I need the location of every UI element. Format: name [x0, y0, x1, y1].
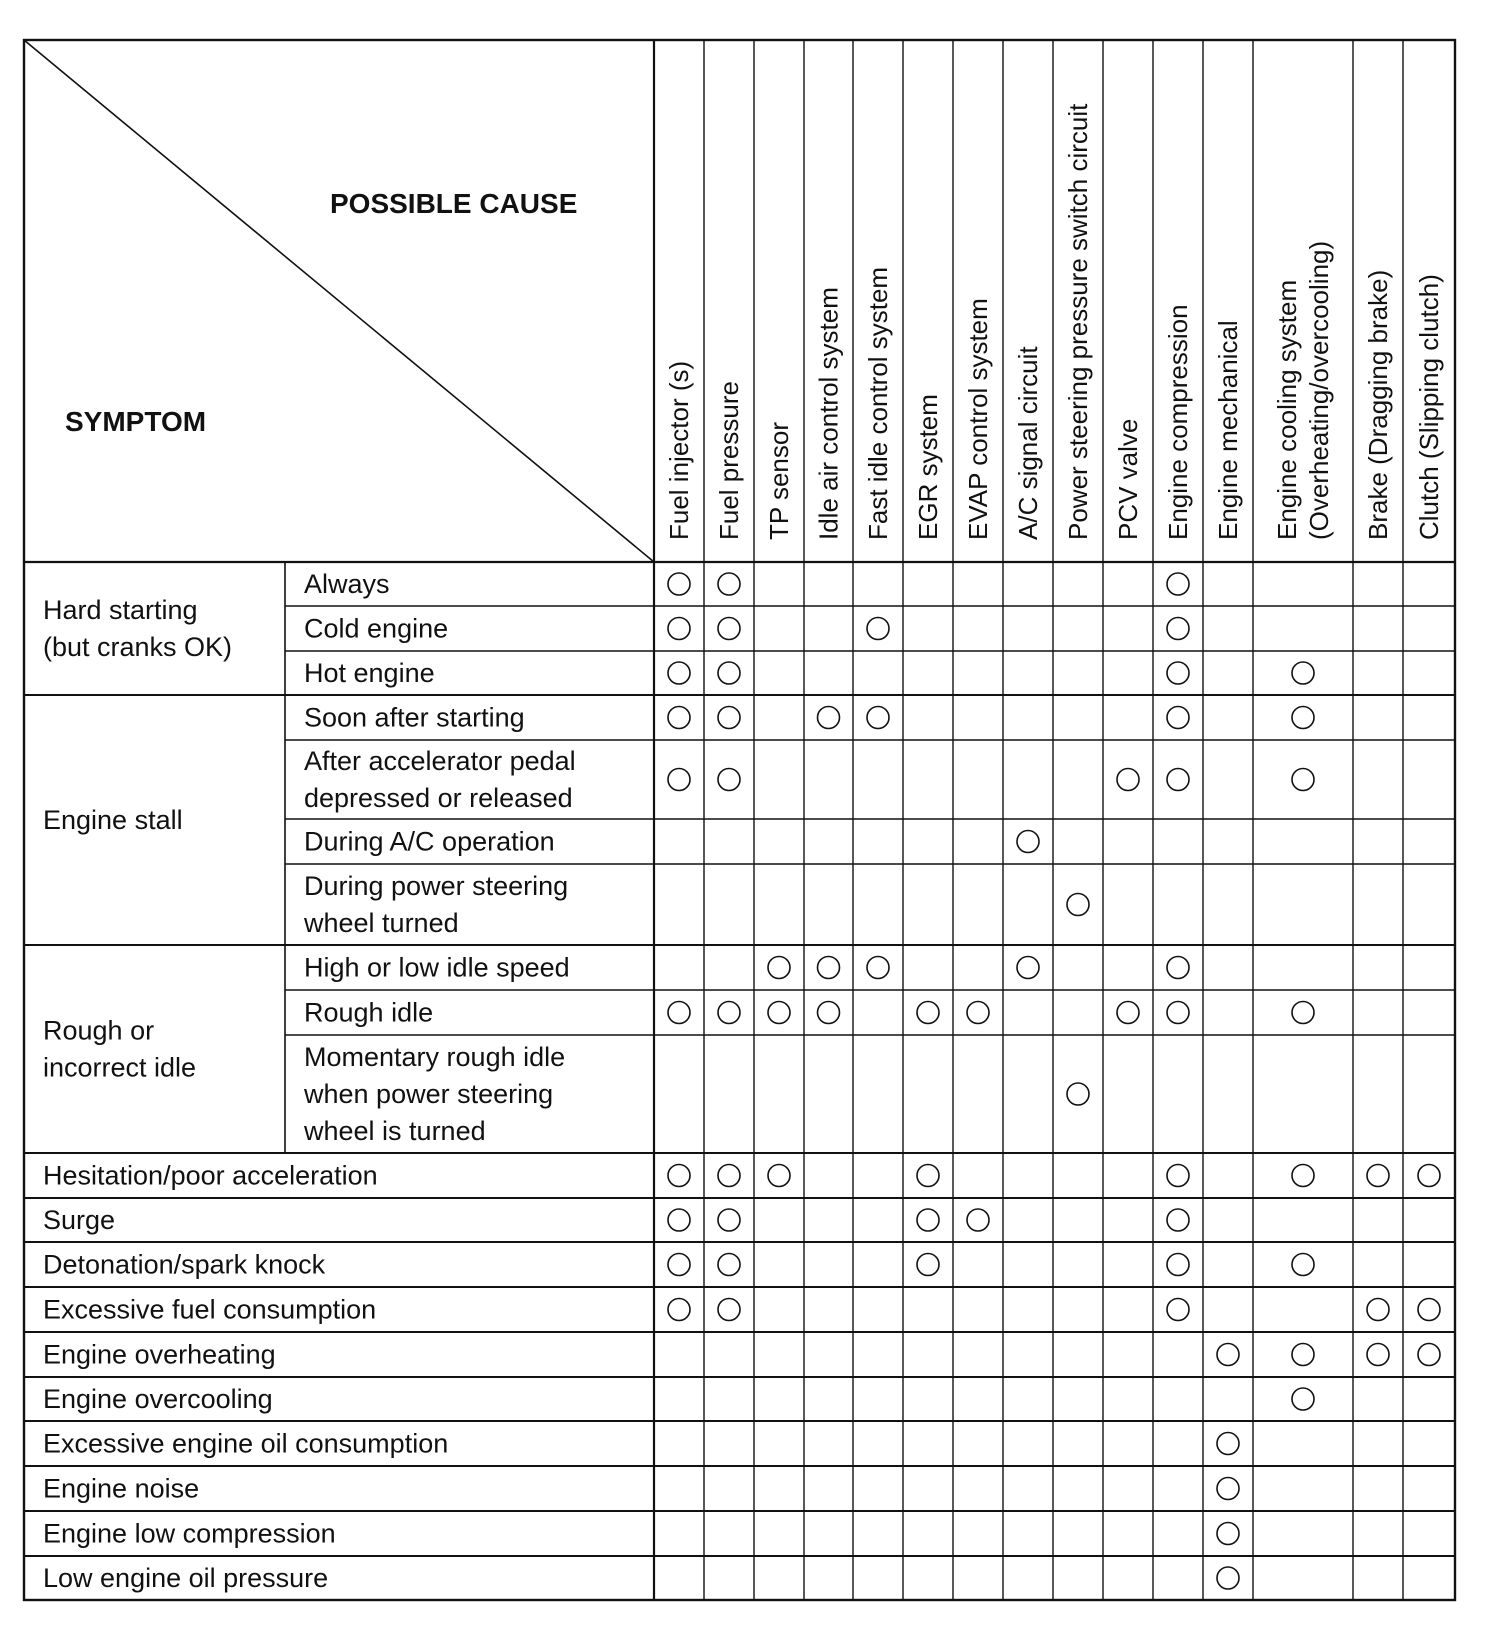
possible-cause-heading: POSSIBLE CAUSE: [330, 188, 578, 219]
cause-mark-circle: [1167, 662, 1189, 684]
symptom-row-label: wheel turned: [304, 908, 459, 938]
cause-mark-circle: [818, 1002, 840, 1024]
cause-mark-circle: [917, 1002, 939, 1024]
cause-column-label: A/C signal circuit: [1013, 346, 1043, 540]
symptom-row-label: Low engine oil pressure: [43, 1563, 329, 1593]
cause-mark-circle: [1418, 1165, 1440, 1187]
cause-mark-circle: [1117, 1002, 1139, 1024]
symptom-row-label: Surge: [43, 1205, 116, 1235]
cause-mark-circle: [668, 1002, 690, 1024]
cause-mark-circle: [1292, 707, 1314, 729]
symptom-heading: SYMPTOM: [65, 406, 207, 437]
cause-mark-circle: [668, 618, 690, 640]
symptom-group-label: Hard starting: [43, 595, 198, 625]
cause-mark-circle: [917, 1209, 939, 1231]
cause-mark-circle: [1217, 1567, 1239, 1589]
cause-column-label: Power steering pressure switch circuit: [1063, 103, 1093, 540]
cause-mark-circle: [1418, 1299, 1440, 1321]
cause-column-label: Fuel injector (s): [664, 360, 694, 540]
cause-mark-circle: [668, 769, 690, 791]
cause-mark-circle: [718, 662, 740, 684]
symptom-row-label: Detonation/spark knock: [43, 1249, 326, 1280]
cause-mark-circle: [1292, 1388, 1314, 1410]
cause-mark-circle: [718, 1299, 740, 1321]
cause-column-label: Engine mechanical: [1213, 320, 1243, 540]
cause-marks: [668, 573, 1440, 1589]
cause-mark-circle: [718, 618, 740, 640]
cause-mark-circle: [1217, 1433, 1239, 1455]
cause-mark-circle: [1292, 769, 1314, 791]
cause-mark-circle: [718, 707, 740, 729]
cause-mark-circle: [668, 662, 690, 684]
cause-mark-circle: [1167, 769, 1189, 791]
cause-mark-circle: [1167, 618, 1189, 640]
symptom-row-label: Excessive fuel consumption: [43, 1294, 377, 1325]
cause-mark-circle: [668, 1299, 690, 1321]
cause-mark-circle: [768, 1002, 790, 1024]
cause-mark-circle: [1292, 1344, 1314, 1366]
cause-mark-circle: [967, 1002, 989, 1024]
cause-mark-circle: [1167, 707, 1189, 729]
cause-mark-circle: [917, 1165, 939, 1187]
cause-mark-circle: [1217, 1344, 1239, 1366]
symptom-row-label: After accelerator pedal: [304, 746, 576, 776]
cause-column-label: Engine cooling system: [1272, 279, 1302, 540]
cause-mark-circle: [1292, 662, 1314, 684]
cause-mark-circle: [668, 1165, 690, 1187]
cause-column-label: Fast idle control system: [863, 266, 893, 540]
cause-mark-circle: [1167, 1299, 1189, 1321]
cause-mark-circle: [818, 957, 840, 979]
cause-mark-circle: [1067, 894, 1089, 916]
cause-mark-circle: [967, 1209, 989, 1231]
cause-mark-circle: [1167, 573, 1189, 595]
cause-column-label: Clutch (Slipping clutch): [1414, 274, 1444, 540]
symptom-group-label: (but cranks OK): [43, 632, 233, 662]
cause-column-label: PCV valve: [1113, 418, 1143, 540]
symptom-row-labels: [43, 569, 576, 1593]
header-diagonal-line: [24, 40, 654, 562]
cause-mark-circle: [668, 707, 690, 729]
cause-mark-circle: [1292, 1254, 1314, 1276]
symptom-group-label: Rough or: [43, 1015, 155, 1046]
cause-mark-circle: [917, 1254, 939, 1276]
cause-mark-circle: [768, 957, 790, 979]
symptom-row-label: During A/C operation: [304, 826, 555, 857]
cause-mark-circle: [1367, 1165, 1389, 1187]
symptom-group-label: Engine stall: [43, 805, 183, 835]
cause-mark-circle: [1367, 1299, 1389, 1321]
cause-mark-circle: [718, 1254, 740, 1276]
symptom-row-label: Engine overheating: [43, 1339, 276, 1370]
symptom-row-label: Engine noise: [43, 1473, 200, 1504]
symptom-row-label: Engine overcooling: [43, 1384, 273, 1414]
symptom-row-label: Always: [304, 569, 390, 599]
cause-mark-circle: [718, 769, 740, 791]
cause-mark-circle: [1167, 1165, 1189, 1187]
cause-column-label: Idle air control system: [813, 287, 844, 540]
symptom-row-label: High or low idle speed: [304, 952, 570, 983]
symptom-row-label: depressed or released: [304, 783, 573, 813]
cause-mark-circle: [1017, 957, 1039, 979]
symptom-row-label: Engine low compression: [43, 1518, 336, 1549]
cause-mark-circle: [1292, 1165, 1314, 1187]
cause-column-labels: [664, 103, 1444, 540]
cause-mark-circle: [768, 1165, 790, 1187]
cause-mark-circle: [1167, 1209, 1189, 1231]
symptom-row-label: Hesitation/poor acceleration: [43, 1160, 378, 1191]
cause-column-label: Fuel pressure: [714, 381, 744, 540]
symptom-row-label: Soon after starting: [304, 702, 525, 733]
cause-column-label: EGR system: [913, 394, 943, 540]
symptom-row-label: Cold engine: [304, 613, 449, 644]
cause-mark-circle: [867, 618, 889, 640]
cause-mark-circle: [1017, 831, 1039, 853]
cause-mark-circle: [1067, 1083, 1089, 1105]
cause-mark-circle: [1117, 769, 1139, 791]
cause-mark-circle: [1167, 1254, 1189, 1276]
cause-column-label: EVAP control system: [963, 298, 993, 540]
cause-mark-circle: [1292, 1002, 1314, 1024]
cause-mark-circle: [718, 1002, 740, 1024]
cause-mark-circle: [1167, 1002, 1189, 1024]
symptom-row-label: Excessive engine oil consumption: [43, 1428, 449, 1459]
symptom-row-label: During power steering: [304, 871, 569, 901]
cause-mark-circle: [1367, 1344, 1389, 1366]
cause-mark-circle: [718, 573, 740, 595]
cause-mark-circle: [718, 1209, 740, 1231]
cause-mark-circle: [1217, 1478, 1239, 1500]
cause-mark-circle: [867, 707, 889, 729]
cause-mark-circle: [1167, 957, 1189, 979]
cause-mark-circle: [1217, 1523, 1239, 1545]
symptom-row-label: Hot engine: [304, 658, 435, 688]
symptom-row-label: Momentary rough idle: [304, 1042, 566, 1072]
symptom-row-label: wheel is turned: [304, 1116, 486, 1146]
symptom-group-label: incorrect idle: [43, 1052, 197, 1083]
cause-column-label: Brake (Dragging brake): [1363, 269, 1393, 540]
cause-mark-circle: [1418, 1344, 1440, 1366]
cause-mark-circle: [668, 1209, 690, 1231]
symptom-row-label: when power steering: [304, 1079, 554, 1109]
cause-mark-circle: [867, 957, 889, 979]
cause-column-label: Engine compression: [1163, 304, 1193, 540]
cause-column-label: (Overheating/overcooling): [1304, 240, 1334, 540]
cause-mark-circle: [668, 573, 690, 595]
cause-mark-circle: [668, 1254, 690, 1276]
cause-column-label: TP sensor: [764, 421, 794, 540]
symptom-row-label: Rough idle: [304, 997, 434, 1028]
cause-mark-circle: [718, 1165, 740, 1187]
cause-mark-circle: [818, 707, 840, 729]
